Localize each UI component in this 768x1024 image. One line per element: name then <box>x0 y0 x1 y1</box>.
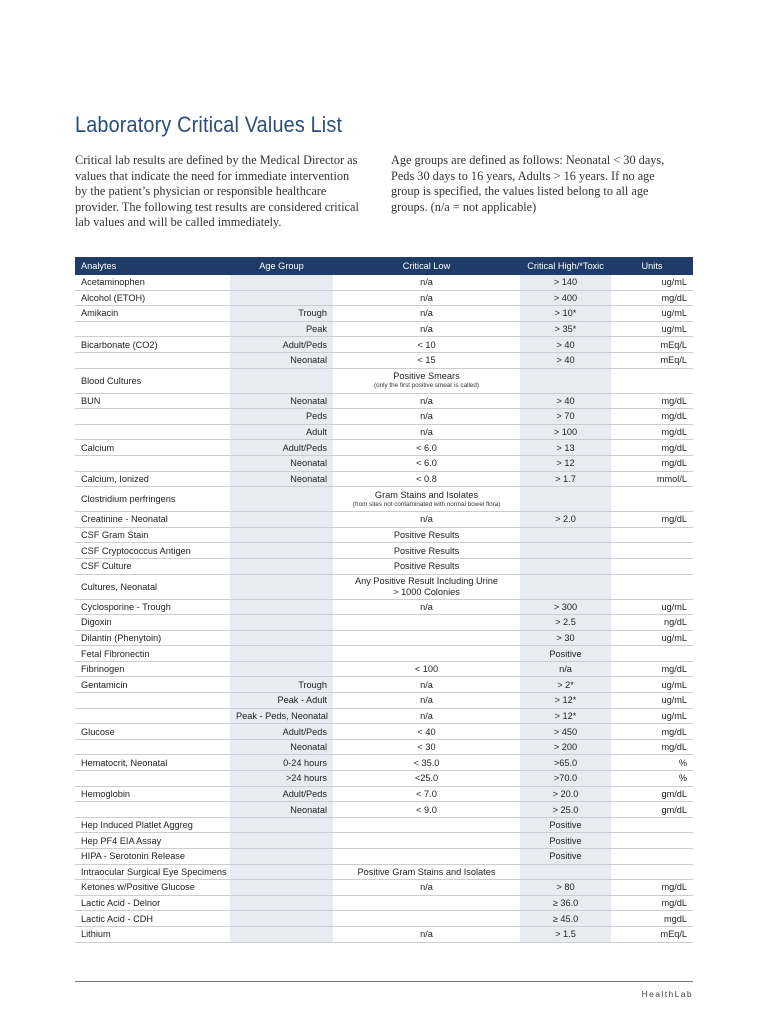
analyte-cell: Ketones w/Positive Glucose <box>75 880 230 896</box>
table-row <box>75 630 693 646</box>
table-row <box>75 724 693 740</box>
critical-low-cell <box>333 574 520 599</box>
table-row <box>75 739 693 755</box>
critical-high-cell: ≥ 36.0 <box>520 895 611 911</box>
critical-high-cell <box>520 527 611 543</box>
critical-low-cell: n/a <box>333 424 520 440</box>
table-row <box>75 424 693 440</box>
analyte-cell: Lithium <box>75 926 230 942</box>
critical-low-cell: Positive Results <box>333 527 520 543</box>
critical-high-cell: > 10* <box>520 306 611 322</box>
critical-low-cell: <25.0 <box>333 771 520 787</box>
critical-high-cell: > 450 <box>520 724 611 740</box>
critical-low-cell: n/a <box>333 708 520 724</box>
critical-low-cell <box>333 615 520 631</box>
table-row <box>75 487 693 512</box>
analyte-cell <box>75 352 230 368</box>
critical-high-cell: > 1.5 <box>520 926 611 942</box>
critical-low-cell <box>333 895 520 911</box>
table-row <box>75 895 693 911</box>
critical-high-cell: > 25.0 <box>520 802 611 818</box>
table-row <box>75 677 693 693</box>
table-row <box>75 864 693 880</box>
age-group-cell <box>230 290 333 306</box>
analyte-cell: Clostridium perfringens <box>75 487 230 512</box>
age-group-cell: Neonatal <box>230 471 333 487</box>
age-group-cell: Adult/Peds <box>230 786 333 802</box>
analyte-cell: Intraocular Surgical Eye Specimens <box>75 864 230 880</box>
critical-values-table <box>75 257 693 943</box>
age-group-cell <box>230 911 333 927</box>
units-cell: mg/dL <box>611 393 693 409</box>
age-group-cell <box>230 849 333 865</box>
analyte-cell: Glucose <box>75 724 230 740</box>
critical-high-cell: > 12 <box>520 455 611 471</box>
analyte-cell <box>75 409 230 425</box>
critical-low-text-line2: > 1000 Colonies <box>393 586 460 597</box>
critical-low-cell: n/a <box>333 275 520 290</box>
critical-high-cell: > 300 <box>520 599 611 615</box>
units-cell: ug/mL <box>611 321 693 337</box>
footer-brand: HealthLab <box>641 989 693 999</box>
age-group-cell: Neonatal <box>230 393 333 409</box>
table-row <box>75 646 693 662</box>
age-group-cell: Peak - Adult <box>230 693 333 709</box>
age-group-cell <box>230 512 333 528</box>
units-cell: gm/dL <box>611 786 693 802</box>
critical-low-cell <box>333 849 520 865</box>
critical-low-cell: Positive Gram Stains and Isolates <box>333 864 520 880</box>
critical-low-note: (only the first positive smear is called) <box>374 382 479 390</box>
age-group-cell: Peak <box>230 321 333 337</box>
units-cell <box>611 527 693 543</box>
age-group-cell: Trough <box>230 306 333 322</box>
critical-low-cell: < 15 <box>333 352 520 368</box>
age-group-cell: Adult/Peds <box>230 337 333 353</box>
analyte-cell <box>75 739 230 755</box>
units-cell: ng/dL <box>611 615 693 631</box>
critical-high-cell: > 12* <box>520 708 611 724</box>
table-row <box>75 693 693 709</box>
critical-low-cell <box>333 646 520 662</box>
units-cell: mg/dL <box>611 661 693 677</box>
critical-high-cell: > 40 <box>520 337 611 353</box>
critical-low-cell <box>333 833 520 849</box>
table-row <box>75 771 693 787</box>
analyte-cell: CSF Gram Stain <box>75 527 230 543</box>
table-row <box>75 527 693 543</box>
critical-high-cell: Positive <box>520 817 611 833</box>
table-row <box>75 290 693 306</box>
critical-high-cell: > 30 <box>520 630 611 646</box>
critical-high-cell: > 200 <box>520 739 611 755</box>
age-group-cell <box>230 615 333 631</box>
age-group-cell <box>230 864 333 880</box>
units-cell <box>611 487 693 512</box>
critical-high-cell: > 140 <box>520 275 611 290</box>
critical-low-cell: n/a <box>333 409 520 425</box>
critical-high-cell <box>520 368 611 393</box>
units-cell: mg/dL <box>611 409 693 425</box>
age-group-cell: Trough <box>230 677 333 693</box>
table-row <box>75 911 693 927</box>
units-cell: mEq/L <box>611 352 693 368</box>
units-cell: % <box>611 771 693 787</box>
critical-low-cell: n/a <box>333 393 520 409</box>
analyte-cell: Cultures, Neonatal <box>75 574 230 599</box>
analyte-cell: Creatinine - Neonatal <box>75 512 230 528</box>
age-group-cell: 0-24 hours <box>230 755 333 771</box>
analyte-cell: Blood Cultures <box>75 368 230 393</box>
table-row <box>75 661 693 677</box>
critical-low-cell: < 10 <box>333 337 520 353</box>
critical-low-cell: Positive Results <box>333 543 520 559</box>
age-group-cell <box>230 599 333 615</box>
analyte-cell: Hematocrit, Neonatal <box>75 755 230 771</box>
critical-low-cell: n/a <box>333 599 520 615</box>
critical-low-cell: n/a <box>333 306 520 322</box>
analyte-cell: CSF Culture <box>75 558 230 574</box>
analyte-cell: Digoxin <box>75 615 230 631</box>
critical-high-cell: >70.0 <box>520 771 611 787</box>
units-cell: ug/mL <box>611 275 693 290</box>
units-cell <box>611 646 693 662</box>
units-cell: mg/dL <box>611 424 693 440</box>
table-row <box>75 926 693 942</box>
footer-divider <box>75 981 693 982</box>
critical-high-cell <box>520 574 611 599</box>
page-title: Laboratory Critical Values List <box>75 112 343 137</box>
units-cell <box>611 849 693 865</box>
analyte-cell: HIPA - Serotonin Release <box>75 849 230 865</box>
critical-high-cell: > 100 <box>520 424 611 440</box>
age-group-cell <box>230 574 333 599</box>
table-row <box>75 755 693 771</box>
critical-high-cell: Positive <box>520 849 611 865</box>
table-row <box>75 880 693 896</box>
units-cell: mg/dL <box>611 739 693 755</box>
age-group-cell: >24 hours <box>230 771 333 787</box>
analyte-cell: Amikacin <box>75 306 230 322</box>
critical-low-cell: n/a <box>333 880 520 896</box>
analyte-cell: Calcium, Ionized <box>75 471 230 487</box>
critical-high-cell: > 40 <box>520 393 611 409</box>
analyte-cell: Hemoglobin <box>75 786 230 802</box>
units-cell: % <box>611 755 693 771</box>
critical-low-cell <box>333 630 520 646</box>
analyte-cell: Cyclosporine - Trough <box>75 599 230 615</box>
critical-low-text: Any Positive Result Including Urine <box>355 575 498 586</box>
age-group-cell: Neonatal <box>230 739 333 755</box>
units-cell: ug/mL <box>611 677 693 693</box>
critical-high-cell: > 400 <box>520 290 611 306</box>
critical-high-cell: > 13 <box>520 440 611 456</box>
critical-low-cell: n/a <box>333 693 520 709</box>
critical-low-cell: n/a <box>333 321 520 337</box>
age-group-cell <box>230 646 333 662</box>
analyte-cell <box>75 802 230 818</box>
table-row <box>75 471 693 487</box>
age-group-cell: Neonatal <box>230 802 333 818</box>
critical-low-cell: n/a <box>333 926 520 942</box>
table-row <box>75 368 693 393</box>
critical-low-cell: < 7.0 <box>333 786 520 802</box>
critical-high-cell <box>520 558 611 574</box>
age-group-cell <box>230 661 333 677</box>
analyte-cell: Fetal Fibronectin <box>75 646 230 662</box>
critical-high-cell: > 40 <box>520 352 611 368</box>
analyte-cell <box>75 693 230 709</box>
critical-low-cell: < 0.8 <box>333 471 520 487</box>
intro-definition-text: Critical lab results are defined by the Medical Director as values that indicate the need for immediate intervention by the patient’s physician or responsible healthcare provider. The following test results are considered critical lab values and will be called immediately. <box>75 153 359 230</box>
analyte-cell: CSF Cryptococcus Antigen <box>75 543 230 559</box>
units-cell: mg/dL <box>611 880 693 896</box>
critical-high-cell: ≥ 45.0 <box>520 911 611 927</box>
units-cell: mg/dL <box>611 290 693 306</box>
analyte-cell <box>75 424 230 440</box>
critical-low-cell: < 40 <box>333 724 520 740</box>
critical-high-cell <box>520 487 611 512</box>
critical-low-note: (from sites not contaminated with normal bowel flora) <box>352 500 501 508</box>
units-cell <box>611 368 693 393</box>
table-row <box>75 306 693 322</box>
critical-high-cell: Positive <box>520 646 611 662</box>
table-row <box>75 574 693 599</box>
age-group-cell <box>230 833 333 849</box>
table-row <box>75 615 693 631</box>
analyte-cell: BUN <box>75 393 230 409</box>
units-cell: mEq/L <box>611 926 693 942</box>
age-group-cell: Adult/Peds <box>230 440 333 456</box>
critical-low-cell: n/a <box>333 290 520 306</box>
table-row <box>75 512 693 528</box>
table-row <box>75 849 693 865</box>
analyte-cell: Alcohol (ETOH) <box>75 290 230 306</box>
critical-low-cell: < 30 <box>333 739 520 755</box>
critical-low-text: Positive Smears <box>393 371 460 382</box>
table-row <box>75 802 693 818</box>
analyte-cell: Fibrinogen <box>75 661 230 677</box>
critical-high-cell <box>520 543 611 559</box>
age-group-cell: Adult/Peds <box>230 724 333 740</box>
units-cell <box>611 833 693 849</box>
units-cell: mg/dL <box>611 724 693 740</box>
age-group-cell: Peds <box>230 409 333 425</box>
analyte-cell <box>75 455 230 471</box>
analyte-cell <box>75 321 230 337</box>
age-group-cell: Peak - Peds, Neonatal <box>230 708 333 724</box>
units-cell <box>611 817 693 833</box>
critical-low-cell: < 100 <box>333 661 520 677</box>
analyte-cell: Lactic Acid - CDH <box>75 911 230 927</box>
units-cell: gm/dL <box>611 802 693 818</box>
table-row <box>75 352 693 368</box>
critical-high-cell: n/a <box>520 661 611 677</box>
units-cell: mgdL <box>611 911 693 927</box>
header-analytes: Analytes <box>75 257 230 275</box>
critical-low-cell <box>333 368 520 393</box>
critical-high-cell: > 20.0 <box>520 786 611 802</box>
header-critical-low: Critical Low <box>333 257 520 275</box>
age-group-cell <box>230 543 333 559</box>
intro-age-groups-text: Age groups are defined as follows: Neonatal < 30 days, Peds 30 days to 16 years, Adults > 16 years. If no age group is specified, the values listed belong to all age groups. (n/a = not applicable) <box>391 153 665 214</box>
table-row <box>75 321 693 337</box>
age-group-cell: Adult <box>230 424 333 440</box>
critical-low-cell <box>333 817 520 833</box>
table-row <box>75 599 693 615</box>
critical-high-cell <box>520 864 611 880</box>
critical-high-cell: > 80 <box>520 880 611 896</box>
analyte-cell: Dilantin (Phenytoin) <box>75 630 230 646</box>
units-cell: mg/dL <box>611 440 693 456</box>
units-cell: ug/mL <box>611 306 693 322</box>
table-row <box>75 558 693 574</box>
table-row <box>75 833 693 849</box>
age-group-cell <box>230 895 333 911</box>
units-cell: mg/dL <box>611 455 693 471</box>
age-group-cell <box>230 880 333 896</box>
critical-low-cell <box>333 487 520 512</box>
units-cell <box>611 543 693 559</box>
analyte-cell: Calcium <box>75 440 230 456</box>
critical-high-cell: > 35* <box>520 321 611 337</box>
critical-high-cell: > 2.5 <box>520 615 611 631</box>
table-body <box>75 275 693 942</box>
units-cell: ug/mL <box>611 599 693 615</box>
table-row <box>75 543 693 559</box>
units-cell: mmol/L <box>611 471 693 487</box>
units-cell <box>611 558 693 574</box>
age-group-cell <box>230 487 333 512</box>
age-group-cell <box>230 558 333 574</box>
age-group-cell <box>230 527 333 543</box>
analyte-cell: Hep Induced Platlet Aggreg <box>75 817 230 833</box>
units-cell: mEq/L <box>611 337 693 353</box>
header-critical-high: Critical High/*Toxic <box>520 257 611 275</box>
units-cell: mg/dL <box>611 895 693 911</box>
age-group-cell <box>230 630 333 646</box>
units-cell: ug/mL <box>611 693 693 709</box>
header-age-group: Age Group <box>230 257 333 275</box>
units-cell: mg/dL <box>611 512 693 528</box>
analyte-cell <box>75 771 230 787</box>
analyte-cell: Acetaminophen <box>75 275 230 290</box>
units-cell: ug/mL <box>611 708 693 724</box>
critical-low-cell: < 35.0 <box>333 755 520 771</box>
table-row <box>75 455 693 471</box>
critical-high-cell: > 70 <box>520 409 611 425</box>
table-row <box>75 275 693 290</box>
analyte-cell <box>75 708 230 724</box>
critical-low-cell: < 6.0 <box>333 440 520 456</box>
table-row <box>75 817 693 833</box>
critical-high-cell: > 1.7 <box>520 471 611 487</box>
critical-low-cell <box>333 911 520 927</box>
table-row <box>75 393 693 409</box>
analyte-cell: Gentamicin <box>75 677 230 693</box>
age-group-cell <box>230 275 333 290</box>
units-cell <box>611 574 693 599</box>
header-units: Units <box>611 257 693 275</box>
critical-high-cell: >65.0 <box>520 755 611 771</box>
units-cell <box>611 864 693 880</box>
critical-low-cell: n/a <box>333 677 520 693</box>
units-cell: ug/mL <box>611 630 693 646</box>
table-row <box>75 786 693 802</box>
table-row <box>75 409 693 425</box>
age-group-cell: Neonatal <box>230 352 333 368</box>
table-row <box>75 708 693 724</box>
analyte-cell: Lactic Acid - Delnor <box>75 895 230 911</box>
analyte-cell: Bicarbonate (CO2) <box>75 337 230 353</box>
analyte-cell: Hep PF4 EIA Assay <box>75 833 230 849</box>
age-group-cell: Neonatal <box>230 455 333 471</box>
critical-low-cell: n/a <box>333 512 520 528</box>
critical-high-cell: > 2.0 <box>520 512 611 528</box>
age-group-cell <box>230 817 333 833</box>
critical-high-cell: > 2* <box>520 677 611 693</box>
critical-low-text: Gram Stains and Isolates <box>374 489 479 500</box>
table-row <box>75 440 693 456</box>
age-group-cell <box>230 926 333 942</box>
age-group-cell <box>230 368 333 393</box>
critical-low-cell: Positive Results <box>333 558 520 574</box>
critical-high-cell: Positive <box>520 833 611 849</box>
table-header-row <box>75 257 693 275</box>
critical-low-cell: < 6.0 <box>333 455 520 471</box>
table-row <box>75 337 693 353</box>
critical-low-cell: < 9.0 <box>333 802 520 818</box>
critical-high-cell: > 12* <box>520 693 611 709</box>
